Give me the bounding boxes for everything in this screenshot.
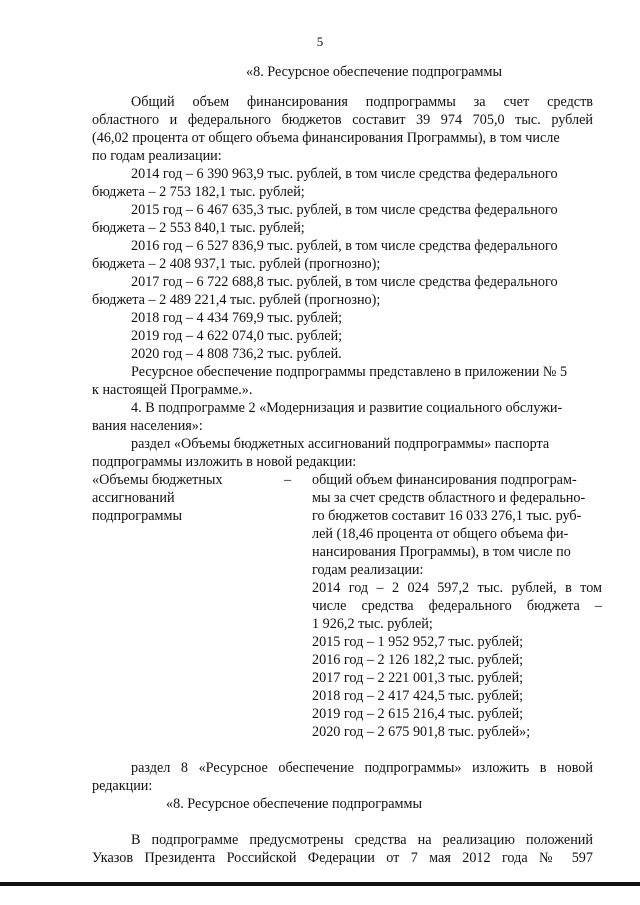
- item-4-line: 4. В подпрограмме 2 «Модернизация и развитие социального обслужи-: [131, 400, 563, 416]
- bottom-rule: [0, 882, 640, 886]
- table-year-line: 2018 год – 2 417 424,5 тыс. рублей;: [312, 688, 524, 704]
- year-line: 2020 год – 4 808 736,2 тыс. рублей.: [131, 346, 342, 362]
- year-line: 2018 год – 4 434 769,9 тыс. рублей;: [131, 310, 343, 326]
- table-year-line: 2020 год – 2 675 901,8 тыс. рублей»;: [312, 724, 531, 740]
- table-right-line: го бюджетов составит 16 033 276,1 тыс. руб-: [312, 508, 582, 524]
- year-line: бюджета – 2 753 182,1 тыс. рублей;: [92, 184, 305, 200]
- section-heading: «8. Ресурсное обеспечение подпрограммы: [166, 796, 422, 812]
- table-dash: –: [284, 472, 292, 488]
- year-line: 2019 год – 4 622 074,0 тыс. рублей;: [131, 328, 343, 344]
- paragraph-line: Общий объем финансирования подпрограммы за счет средств: [131, 94, 593, 110]
- year-line: 2014 год – 6 390 963,9 тыс. рублей, в том числе средства федерального: [131, 166, 558, 182]
- paragraph-line: (46,02 процента от общего объема финансирования Программы), в том числе: [92, 130, 560, 146]
- table-year-line: 2014 год – 2 024 597,2 тыс. рублей, в том: [312, 580, 602, 596]
- table-right-line: годам реализации:: [312, 562, 424, 578]
- table-right-line: мы за счет средств областного и федерально-: [312, 490, 586, 506]
- resource-note-line: Ресурсное обеспечение подпрограммы представлено в приложении № 5: [131, 364, 568, 380]
- item-4-section-line: подпрограммы изложить в новой редакции:: [92, 454, 357, 470]
- year-line: 2017 год – 6 722 688,8 тыс. рублей, в том числе средства федерального: [131, 274, 558, 290]
- final-paragraph-line: Указов Президента Российской Федерации от 7 мая 2012 года № 597: [92, 850, 593, 866]
- resource-note-line: к настоящей Программе.».: [92, 382, 253, 398]
- table-year-line: 2016 год – 2 126 182,2 тыс. рублей;: [312, 652, 524, 668]
- table-left-line: «Объемы бюджетных: [92, 472, 223, 488]
- section-8-instruction-line: редакции:: [92, 778, 153, 794]
- table-left-line: ассигнований: [92, 490, 175, 506]
- section-heading: «8. Ресурсное обеспечение подпрограммы: [246, 64, 502, 80]
- year-line: бюджета – 2 489 221,4 тыс. рублей (прогнозно);: [92, 292, 381, 308]
- table-year-line: 2015 год – 1 952 952,7 тыс. рублей;: [312, 634, 524, 650]
- table-year-line: 2017 год – 2 221 001,3 тыс. рублей;: [312, 670, 524, 686]
- item-4-section-line: раздел «Объемы бюджетных ассигнований подпрограммы» паспорта: [131, 436, 550, 452]
- item-4-line: вания населения»:: [92, 418, 203, 434]
- page-number: 5: [316, 34, 324, 49]
- table-year-line: числе средства федерального бюджета –: [312, 598, 602, 614]
- final-paragraph-line: В подпрограмме предусмотрены средства на реализацию положений: [131, 832, 593, 848]
- table-right-line: нансирования Программы), в том числе по: [312, 544, 571, 560]
- year-line: бюджета – 2 408 937,1 тыс. рублей (прогнозно);: [92, 256, 381, 272]
- paragraph-line: областного и федерального бюджетов составит 39 974 705,0 тыс. рублей: [92, 112, 593, 128]
- table-right-line: общий объем финансирования подпрограм-: [312, 472, 577, 488]
- year-line: бюджета – 2 553 840,1 тыс. рублей;: [92, 220, 305, 236]
- table-year-line: 2019 год – 2 615 216,4 тыс. рублей;: [312, 706, 524, 722]
- table-left-line: подпрограммы: [92, 508, 182, 524]
- paragraph-line: по годам реализации:: [92, 148, 222, 164]
- year-line: 2016 год – 6 527 836,9 тыс. рублей, в том числе средства федерального: [131, 238, 558, 254]
- year-line: 2015 год – 6 467 635,3 тыс. рублей, в том числе средства федерального: [131, 202, 558, 218]
- table-right-line: лей (18,46 процента от общего объема фи-: [312, 526, 569, 542]
- section-8-instruction-line: раздел 8 «Ресурсное обеспечение подпрограммы» изложить в новой: [131, 760, 593, 776]
- table-year-line: 1 926,2 тыс. рублей;: [312, 616, 433, 632]
